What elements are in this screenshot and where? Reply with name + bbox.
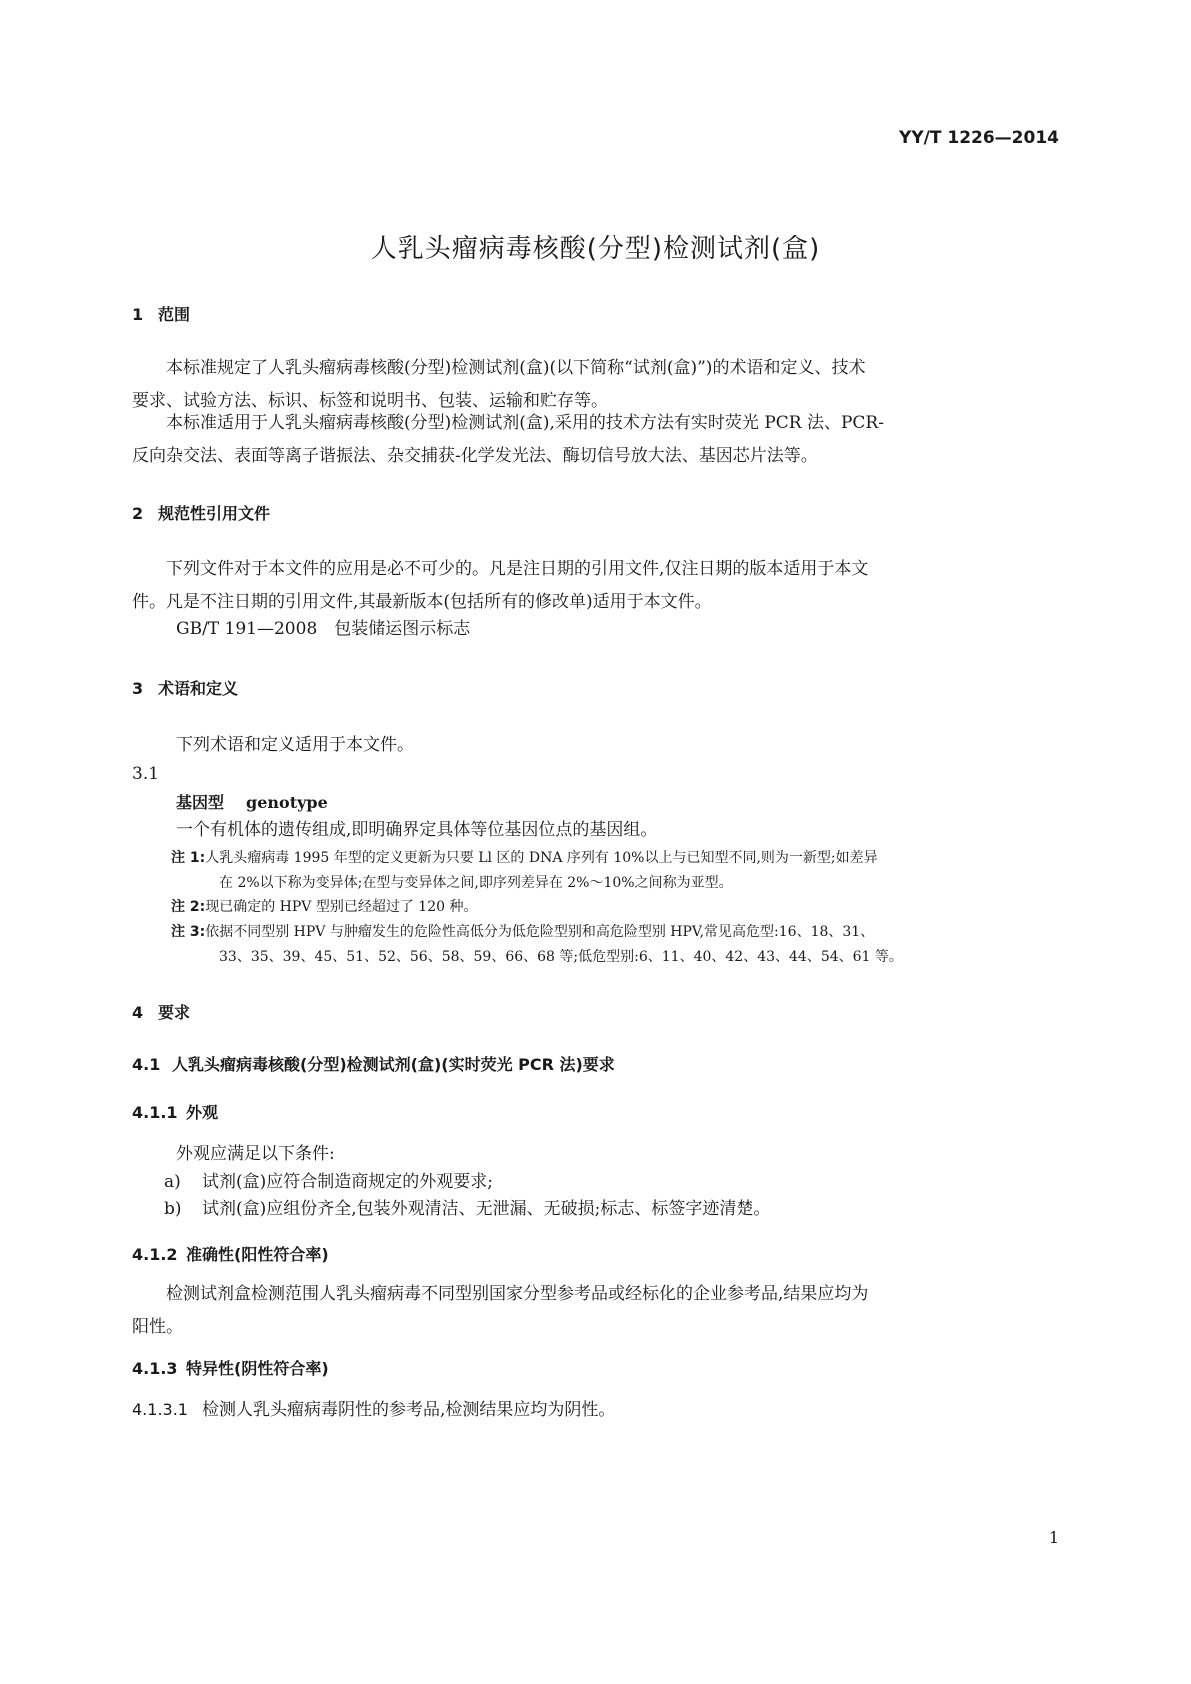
section-number: 4.1.2 (132, 1245, 178, 1264)
text-line: 阳性。 (132, 1317, 183, 1337)
note-1 (171, 846, 1059, 896)
note-text: 现已确定的 HPV 型别已经超过了 120 种。 (205, 899, 478, 915)
section-4-1-2-heading (132, 1242, 329, 1265)
note-2 (171, 895, 1059, 920)
section-title: 外观 (186, 1103, 219, 1122)
section-4-heading (132, 1000, 190, 1023)
note-text-continued: 33、35、39、45、51、52、56、58、59、66、68 等;低危型别:6、11、40、42、43、44、54、61 等。 (219, 949, 903, 965)
section-title: 特异性(阴性符合率) (186, 1359, 329, 1378)
section-number: 3 (132, 679, 144, 698)
list-marker: a) (164, 1172, 181, 1192)
section-2-paragraph (132, 553, 1059, 619)
section-number: 4.1.1 (132, 1103, 178, 1122)
appearance-intro: 外观应满足以下条件: (176, 1144, 335, 1164)
note-label: 注 1: (171, 850, 206, 866)
term-definition: 一个有机体的遗传组成,即明确界定具体等位基因位点的基因组。 (176, 820, 658, 840)
note-3 (171, 920, 1059, 970)
section-title: 人乳头瘤病毒核酸(分型)检测试剂(盒)(实时荧光 PCR 法)要求 (172, 1055, 615, 1074)
section-title: 准确性(阳性符合率) (186, 1245, 329, 1264)
section-number: 4 (132, 1003, 144, 1022)
note-label: 注 3: (171, 924, 206, 940)
section-title: 范围 (158, 305, 191, 324)
text-line: 要求、试验方法、标识、标签和说明书、包装、运输和贮存等。 (132, 391, 608, 411)
text-line: 件。凡是不注日期的引用文件,其最新版本(包括所有的修改单)适用于本文件。 (132, 592, 712, 612)
page-number: 1 (1048, 1528, 1059, 1547)
note-label: 注 2: (171, 899, 206, 915)
section-number: 4.1 (132, 1055, 161, 1074)
section-4-1-3-heading (132, 1356, 329, 1379)
standard-number: YY/T 1226—2014 (899, 128, 1059, 148)
section-title: 规范性引用文件 (158, 504, 271, 523)
section-3-intro: 下列术语和定义适用于本文件。 (176, 735, 414, 755)
list-text: 试剂(盒)应组份齐全,包装外观清洁、无泄漏、无破损;标志、标签字迹清楚。 (202, 1199, 771, 1219)
section-number: 2 (132, 504, 144, 523)
section-number: 4.1.3.1 (132, 1400, 188, 1419)
section-2-heading (132, 501, 270, 524)
section-4-1-1-heading (132, 1100, 218, 1123)
section-4-1-2-paragraph (132, 1278, 1059, 1344)
term-chinese: 基因型 (176, 793, 225, 812)
list-text: 试剂(盒)应符合制造商规定的外观要求; (202, 1172, 493, 1192)
text-line: 本标准规定了人乳头瘤病毒核酸(分型)检测试剂(盒)(以下简称“试剂(盒)”)的术语和定义、技术 (166, 358, 866, 378)
term-entry (176, 790, 328, 813)
note-text: 人乳头瘤病毒 1995 年型的定义更新为只要 Ll 区的 DNA 序列有 10%以上与已知型不同,则为一新型;如差异 (205, 850, 878, 866)
text-line: 检测试剂盒检测范围人乳头瘤病毒不同型别国家分型参考品或经标化的企业参考品,结果应均为 (166, 1284, 869, 1304)
term-english: genotype (246, 793, 328, 812)
note-text: 依据不同型别 HPV 与肿瘤发生的危险性高低分为低危险型别和高危险型别 HPV,常见高危型:16、18、31、 (205, 924, 875, 940)
section-number: 4.1.3 (132, 1359, 178, 1378)
section-4-1-3-1 (132, 1398, 1059, 1422)
text-line: 下列文件对于本文件的应用是必不可少的。凡是注日期的引用文件,仅注日期的版本适用于本文 (166, 559, 869, 579)
list-item-b (132, 1197, 1059, 1221)
page-title: 人乳头瘤病毒核酸(分型)检测试剂(盒) (370, 234, 821, 264)
subsection-number: 3.1 (132, 764, 160, 784)
text-line: 反向杂交法、表面等离子谐振法、杂交捕获-化学发光法、酶切信号放大法、基因芯片法等。 (132, 446, 818, 466)
list-marker: b) (164, 1199, 182, 1219)
section-title: 术语和定义 (158, 679, 239, 698)
text-line: 本标准适用于人乳头瘤病毒核酸(分型)检测试剂(盒),采用的技术方法有实时荧光 PCR 法、PCR- (166, 413, 884, 433)
section-title: 要求 (158, 1003, 191, 1022)
section-1-heading (132, 302, 190, 325)
clause-text: 检测人乳头瘤病毒阴性的参考品,检测结果应均为阴性。 (202, 1400, 616, 1420)
normative-reference: GB/T 191—2008 包装储运图示标志 (176, 619, 471, 639)
section-4-1-heading (132, 1052, 615, 1075)
list-item-a (132, 1170, 1059, 1194)
section-1-paragraph-2 (132, 407, 1059, 473)
section-number: 1 (132, 305, 144, 324)
section-3-heading (132, 676, 238, 699)
note-text-continued: 在 2%以下称为变异体;在型与变异体之间,即序列差异在 2%～10%之间称为亚型。 (219, 875, 733, 891)
